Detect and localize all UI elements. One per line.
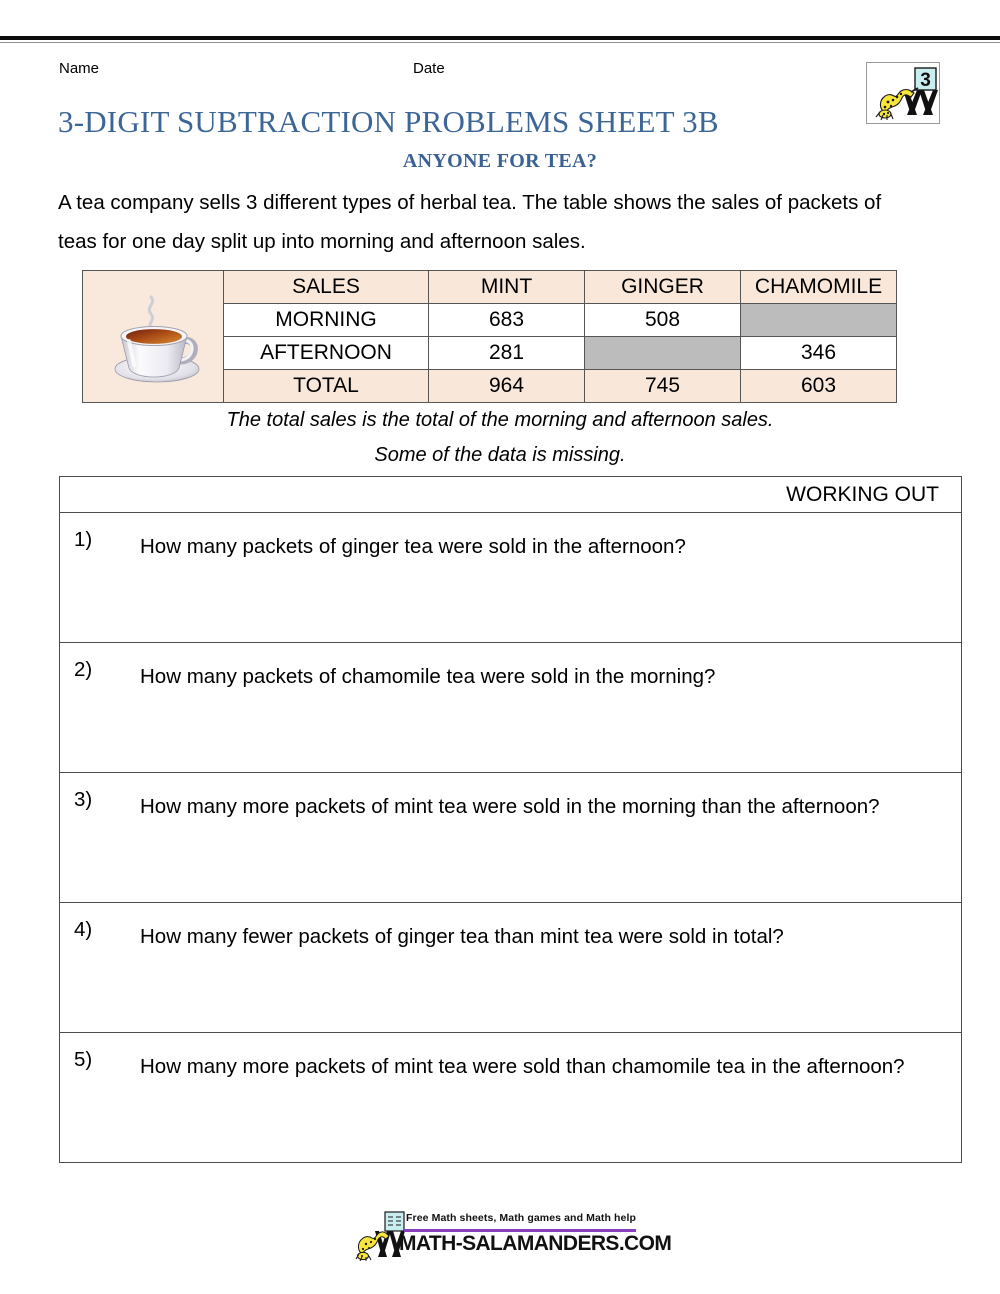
name-label: Name: [59, 60, 100, 77]
question-row-3[interactable]: [60, 773, 962, 903]
question-number-4: 4): [74, 918, 93, 941]
header-cell-sales: SALES: [224, 271, 429, 304]
question-row-5[interactable]: [60, 1033, 962, 1163]
cell-morning-mint: 683: [429, 304, 585, 337]
question-text-2: How many packets of chamomile tea were sold in the morning?: [140, 665, 716, 688]
footer-tagline: Free Math sheets, Math games and Math help: [406, 1212, 636, 1224]
row-label-total: TOTAL: [224, 370, 429, 403]
footer-domain: MATH-SALAMANDERS.COM: [399, 1232, 672, 1255]
cell-morning-chamomile-missing: [741, 304, 897, 337]
question-number-2: 2): [74, 658, 93, 681]
question-text-5: How many more packets of mint tea were sold than chamomile tea in the afternoon?: [140, 1055, 905, 1078]
header-cell-ginger: GINGER: [585, 271, 741, 304]
page-top-rule-thin: [0, 42, 1000, 43]
note-total-explanation: The total sales is the total of the morning and afternoon sales.: [226, 409, 774, 431]
note-missing-data: Some of the data is missing.: [374, 444, 626, 466]
cell-afternoon-mint: 281: [429, 337, 585, 370]
row-label-afternoon: AFTERNOON: [224, 337, 429, 370]
cell-morning-ginger: 508: [585, 304, 741, 337]
question-number-3: 3): [74, 788, 93, 811]
header-cell-mint: MINT: [429, 271, 585, 304]
cell-total-ginger: 745: [585, 370, 741, 403]
question-number-1: 1): [74, 528, 93, 551]
header-cell-chamomile: CHAMOMILE: [741, 271, 897, 304]
intro-paragraph: A tea company sells 3 different types of herbal tea. The table shows the sales of packets of teas for one day split up into morning and afternoon sales.: [58, 191, 882, 253]
page-subtitle: ANYONE FOR TEA?: [402, 150, 598, 172]
question-number-5: 5): [74, 1048, 93, 1071]
page-top-rule: [0, 36, 1000, 40]
question-row-4[interactable]: [60, 903, 962, 1033]
cell-total-mint: 964: [429, 370, 585, 403]
cell-total-chamomile: 603: [741, 370, 897, 403]
page-title: 3-DIGIT SUBTRACTION PROBLEMS SHEET 3B: [58, 104, 719, 139]
question-row-2[interactable]: [60, 643, 962, 773]
questions-table: [59, 476, 962, 1163]
cell-afternoon-chamomile: 346: [741, 337, 897, 370]
question-text-1: How many packets of ginger tea were sold in the afternoon?: [140, 535, 686, 558]
teacup-icon: [83, 271, 224, 403]
question-text-3: How many more packets of mint tea were sold in the morning than the afternoon?: [140, 795, 880, 818]
cell-afternoon-ginger-missing: [585, 337, 741, 370]
svg-text:3: 3: [920, 70, 931, 91]
row-label-morning: MORNING: [224, 304, 429, 337]
question-text-4: How many fewer packets of ginger tea than mint tea were sold in total?: [140, 925, 784, 948]
sales-data-table: [82, 270, 897, 403]
table-header-row: [83, 271, 897, 304]
question-row-1[interactable]: [60, 513, 962, 643]
footer-logo: [355, 1209, 672, 1269]
salamander-easel-logo-icon: [866, 62, 940, 124]
working-out-header: WORKING OUT: [60, 477, 962, 513]
date-label: Date: [413, 60, 445, 77]
working-out-header-row: [60, 477, 962, 513]
